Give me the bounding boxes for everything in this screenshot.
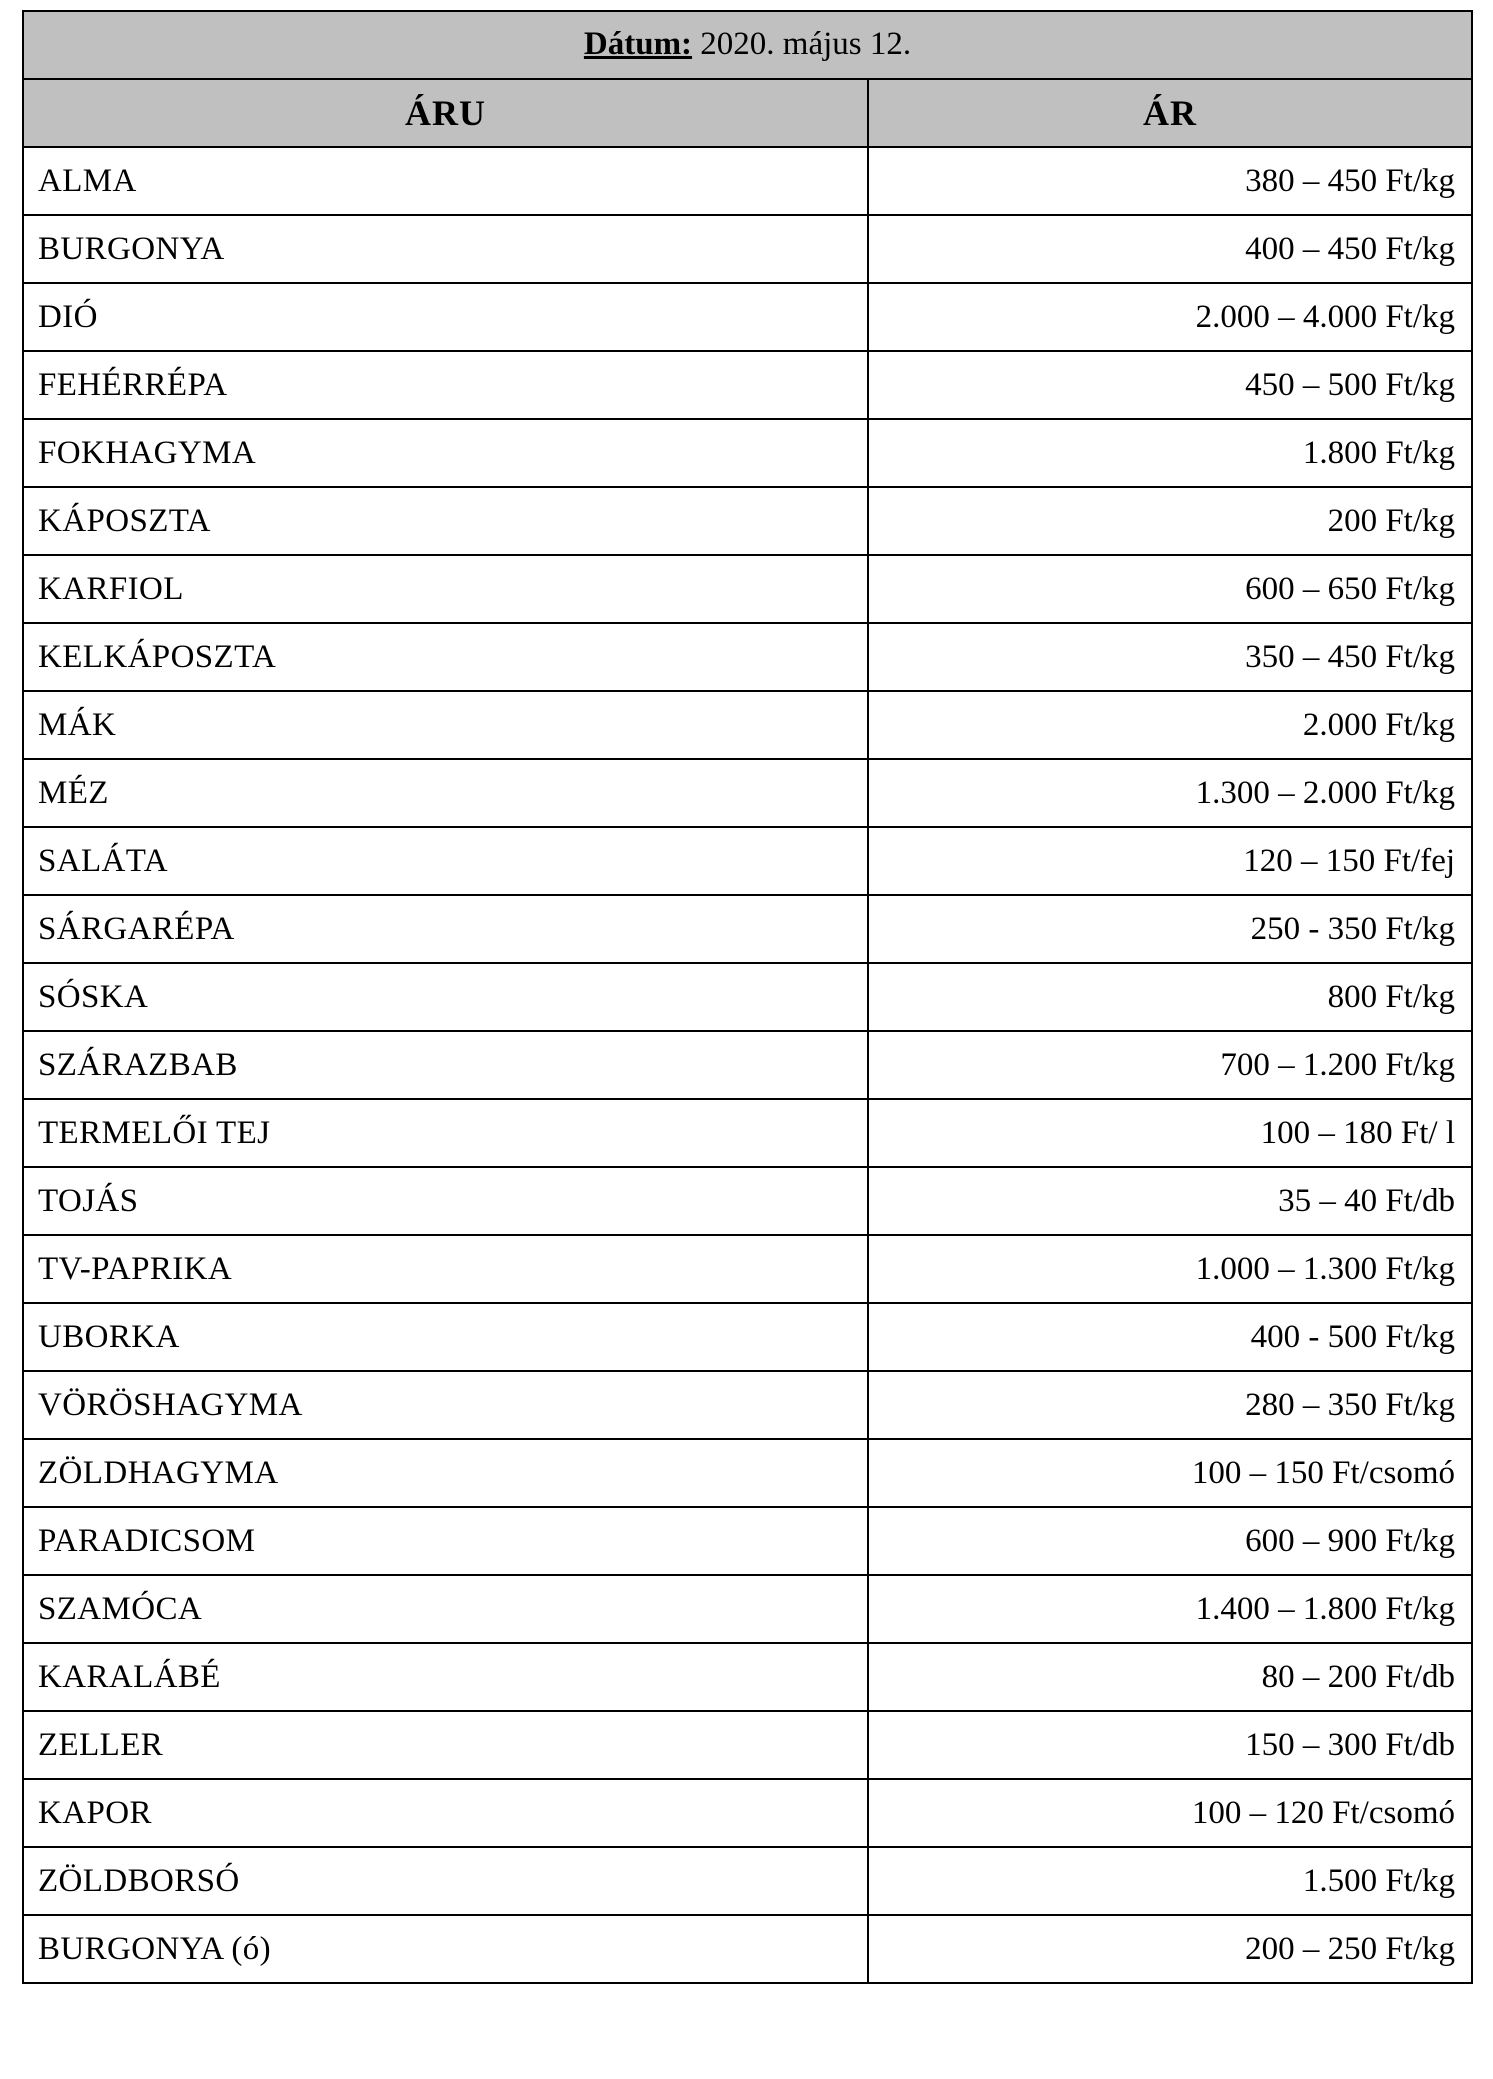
table-row — [23, 215, 1472, 283]
date-cell — [23, 11, 1472, 79]
cell-product-name: TV-PAPRIKA — [23, 1235, 868, 1303]
table-row — [23, 283, 1472, 351]
cell-product-price: 350 – 450 Ft/kg — [868, 623, 1472, 691]
cell-product-price: 1.800 Ft/kg — [868, 419, 1472, 487]
cell-product-name: SÓSKA — [23, 963, 868, 1031]
cell-product-name: KELKÁPOSZTA — [23, 623, 868, 691]
table-row — [23, 691, 1472, 759]
cell-product-name: TERMELŐI TEJ — [23, 1099, 868, 1167]
cell-product-price: 120 – 150 Ft/fej — [868, 827, 1472, 895]
cell-product-price: 1.500 Ft/kg — [868, 1847, 1472, 1915]
table-row — [23, 1371, 1472, 1439]
cell-product-name: KARALÁBÉ — [23, 1643, 868, 1711]
table-row — [23, 1575, 1472, 1643]
cell-product-price: 250 - 350 Ft/kg — [868, 895, 1472, 963]
cell-product-price: 100 – 120 Ft/csomó — [868, 1779, 1472, 1847]
table-row — [23, 1031, 1472, 1099]
table-row — [23, 1507, 1472, 1575]
table-header-row — [23, 79, 1472, 147]
cell-product-name: PARADICSOM — [23, 1507, 868, 1575]
cell-product-price: 450 – 500 Ft/kg — [868, 351, 1472, 419]
cell-product-name: DIÓ — [23, 283, 868, 351]
cell-product-price: 380 – 450 Ft/kg — [868, 147, 1472, 215]
cell-product-price: 700 – 1.200 Ft/kg — [868, 1031, 1472, 1099]
cell-product-price: 600 – 900 Ft/kg — [868, 1507, 1472, 1575]
table-row — [23, 1915, 1472, 1983]
cell-product-price: 100 – 180 Ft/ l — [868, 1099, 1472, 1167]
cell-product-name: ZELLER — [23, 1711, 868, 1779]
cell-product-name: SÁRGARÉPA — [23, 895, 868, 963]
column-header-name: ÁRU — [23, 79, 868, 147]
table-row — [23, 1167, 1472, 1235]
cell-product-name: SZÁRAZBAB — [23, 1031, 868, 1099]
table-row — [23, 487, 1472, 555]
cell-product-name: FEHÉRRÉPA — [23, 351, 868, 419]
table-row — [23, 351, 1472, 419]
cell-product-name: BURGONYA (ó) — [23, 1915, 868, 1983]
table-row — [23, 1779, 1472, 1847]
cell-product-price: 800 Ft/kg — [868, 963, 1472, 1031]
table-row — [23, 147, 1472, 215]
cell-product-name: ZÖLDHAGYMA — [23, 1439, 868, 1507]
cell-product-price: 100 – 150 Ft/csomó — [868, 1439, 1472, 1507]
cell-product-name: SZAMÓCA — [23, 1575, 868, 1643]
table-row — [23, 1439, 1472, 1507]
cell-product-price: 1.300 – 2.000 Ft/kg — [868, 759, 1472, 827]
table-row — [23, 1235, 1472, 1303]
date-value: 2020. május 12. — [700, 25, 912, 62]
table-row — [23, 1711, 1472, 1779]
cell-product-price: 1.400 – 1.800 Ft/kg — [868, 1575, 1472, 1643]
column-header-price: ÁR — [868, 79, 1472, 147]
cell-product-price: 400 – 450 Ft/kg — [868, 215, 1472, 283]
cell-product-name: KÁPOSZTA — [23, 487, 868, 555]
cell-product-price: 200 Ft/kg — [868, 487, 1472, 555]
price-table-body — [23, 11, 1472, 1983]
cell-product-price: 150 – 300 Ft/db — [868, 1711, 1472, 1779]
table-row — [23, 1643, 1472, 1711]
cell-product-name: TOJÁS — [23, 1167, 868, 1235]
cell-product-name: VÖRÖSHAGYMA — [23, 1371, 868, 1439]
table-row — [23, 1099, 1472, 1167]
cell-product-name: MÁK — [23, 691, 868, 759]
cell-product-price: 35 – 40 Ft/db — [868, 1167, 1472, 1235]
cell-product-price: 200 – 250 Ft/kg — [868, 1915, 1472, 1983]
cell-product-name: SALÁTA — [23, 827, 868, 895]
table-row — [23, 1847, 1472, 1915]
cell-product-name: UBORKA — [23, 1303, 868, 1371]
cell-product-price: 2.000 Ft/kg — [868, 691, 1472, 759]
cell-product-price: 80 – 200 Ft/db — [868, 1643, 1472, 1711]
cell-product-price: 1.000 – 1.300 Ft/kg — [868, 1235, 1472, 1303]
table-row — [23, 895, 1472, 963]
date-row — [23, 11, 1472, 79]
table-row — [23, 419, 1472, 487]
table-row — [23, 759, 1472, 827]
date-label: Dátum: — [583, 25, 693, 62]
cell-product-name: MÉZ — [23, 759, 868, 827]
table-row — [23, 623, 1472, 691]
table-row — [23, 1303, 1472, 1371]
cell-product-name: ALMA — [23, 147, 868, 215]
price-table — [22, 10, 1473, 1984]
cell-product-price: 2.000 – 4.000 Ft/kg — [868, 283, 1472, 351]
table-row — [23, 827, 1472, 895]
cell-product-name: ZÖLDBORSÓ — [23, 1847, 868, 1915]
table-row — [23, 963, 1472, 1031]
table-row — [23, 555, 1472, 623]
cell-product-name: BURGONYA — [23, 215, 868, 283]
cell-product-price: 600 – 650 Ft/kg — [868, 555, 1472, 623]
cell-product-price: 400 - 500 Ft/kg — [868, 1303, 1472, 1371]
cell-product-name: KAPOR — [23, 1779, 868, 1847]
cell-product-name: KARFIOL — [23, 555, 868, 623]
cell-product-name: FOKHAGYMA — [23, 419, 868, 487]
cell-product-price: 280 – 350 Ft/kg — [868, 1371, 1472, 1439]
